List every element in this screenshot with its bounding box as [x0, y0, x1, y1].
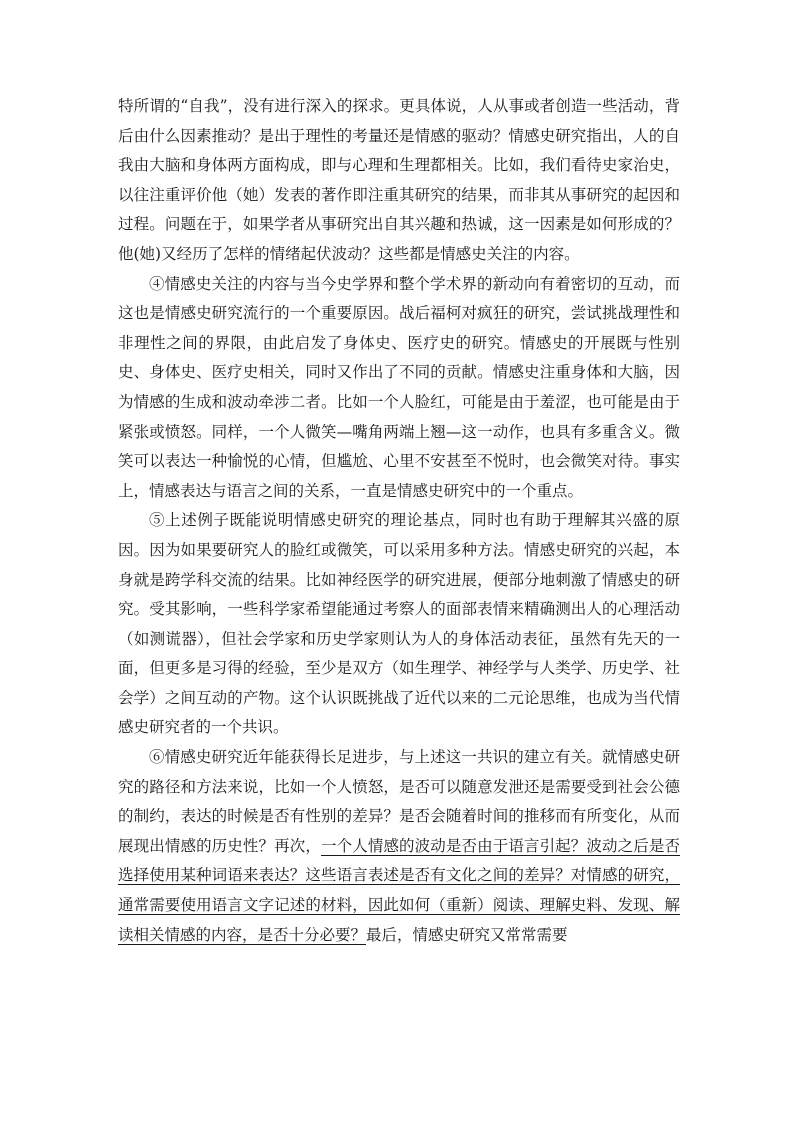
paragraph-5: ⑤上述例子既能说明情感史研究的理论基点，同时也有助于理解其兴盛的原因。因为如果要研究人的脸红或微笑，可以采用多种方法。情感史研究的兴起，本身就是跨学科交流的结果。比如神经医学的研究进展，便部分地刺激了情感史的研究。受其影响，一些科学家希望能通过考察人的面部表情来精确测出人的心理活动（如测谎器），但社会学家和历史学家则认为人的身体活动表征，虽然有先天的一面，但更多是习得的经验，至少是双方（如生理学、神经学与人类学、历史学、社会学）之间互动的产物。这个认识既挑战了近代以来的二元论思维，也成为当代情感史研究者的一个共识。 — [118, 511, 680, 737]
underlined-passage: 一个人情感的波动是否由于语言引起？波动之后是否选择使用某种词语来表达？这些语言表述是否有文化之间的差异？对情感的研究，通常需要使用语言文字记述的材料，因此如何（重新）阅读、理解史料、发现、解读相关情感的内容，是否十分必要？ — [118, 836, 680, 944]
paragraph-4: ④情感史关注的内容与当今史学界和整个学术界的新动向有着密切的互动，而这也是情感史研究流行的一个重要原因。战后福柯对疯狂的研究，尝试挑战理性和非理性之间的界限，由此启发了身体史、医疗史的研究。情感史的开展既与性别史、身体史、医疗史相关，同时又作出了不同的贡献。情感史注重身体和大脑，因为情感的生成和波动牵涉二者。比如一个人脸红，可能是由于羞涩，也可能是由于紧张或愤怒。同样，一个人微笑—嘴角两端上翘—这一动作，也具有多重含义。微笑可以表达一种愉悦的心情，但尴尬、心里不安甚至不悦时，也会微笑对待。事实上，情感表达与语言之间的关系，一直是情感史研究中的一个重点。 — [118, 274, 680, 500]
paragraph-6 — [118, 743, 680, 950]
document-body — [118, 92, 680, 950]
paragraph-6-text-start: ⑥情感史研究近年能获得长足进步，与上述这一共识的建立有关。就情感史研究的路径和方法来说，比如一个人愤怒，是否可以随意发泄还是需要受到社会公德的制约，表达的时候是否有性别的差异？是否会随着时间的推移而有所变化，从而展现出情感的历史性？再次， — [118, 748, 680, 855]
paragraph-continued: 特所谓的“自我”，没有进行深入的探求。更具体说，人从事或者创造一些活动，背后由什么因素推动？是出于理性的考量还是情感的驱动？情感史研究指出，人的自我由大脑和身体两方面构成，即与心理和生理都相关。比如，我们看待史家治史，以往注重评价他（她）发表的著作即注重其研究的结果，而非其从事研究的起因和过程。问题在于，如果学者从事研究出自其兴趣和热诚，这一因素是如何形成的？他(她)又经历了怎样的情绪起伏波动？这些都是情感史关注的内容。 — [118, 97, 680, 263]
paragraph-6-text-end: 最后，情感史研究又常常需要 — [366, 925, 568, 944]
